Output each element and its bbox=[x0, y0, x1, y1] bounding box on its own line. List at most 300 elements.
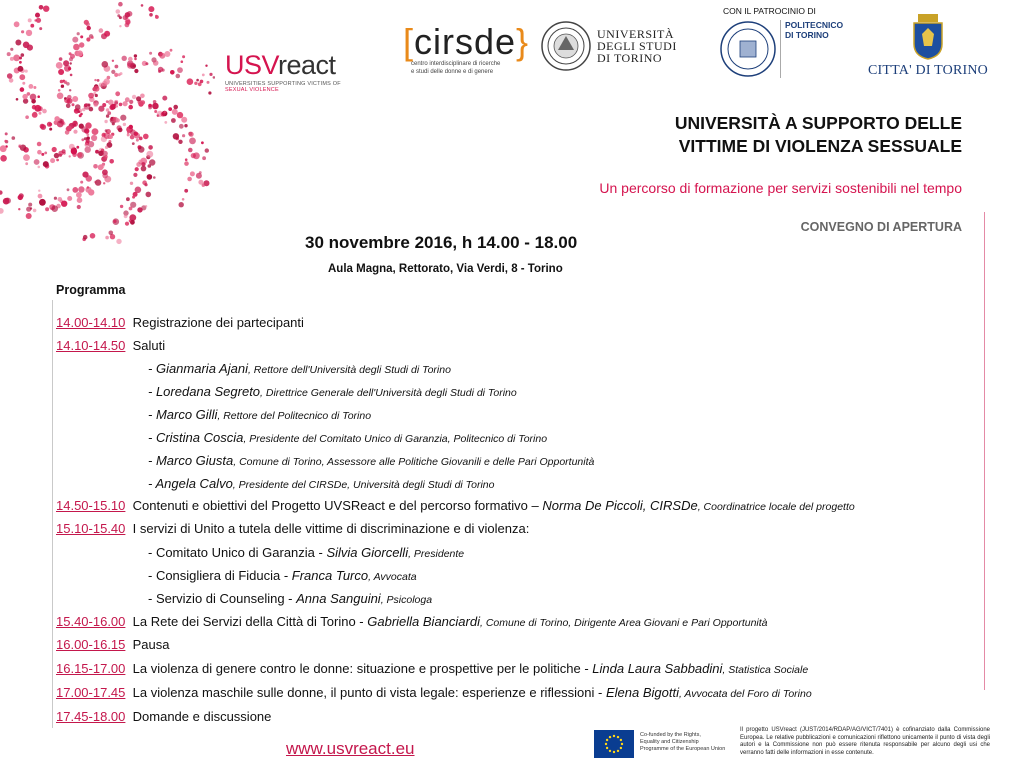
speaker-role: , Statistica Sociale bbox=[722, 664, 809, 676]
crowd-figure bbox=[145, 205, 147, 207]
crowd-figure bbox=[147, 174, 153, 180]
programma-left-rule bbox=[52, 300, 53, 728]
crowd-figure bbox=[128, 105, 133, 110]
crowd-figure bbox=[19, 61, 22, 64]
crowd-figure bbox=[162, 96, 167, 101]
programma-label: Programma bbox=[56, 283, 126, 297]
program-row bbox=[56, 637, 170, 652]
crowd-figure bbox=[118, 2, 123, 7]
patrocinio-label: CON IL PATROCINIO DI bbox=[723, 6, 816, 16]
program-speaker-row bbox=[148, 591, 432, 606]
crowd-figure bbox=[199, 171, 202, 174]
crowd-figure bbox=[67, 196, 72, 201]
crowd-figure bbox=[116, 239, 121, 244]
crowd-figure bbox=[181, 117, 187, 123]
program-row bbox=[56, 685, 812, 700]
crowd-figure bbox=[57, 93, 64, 100]
crowd-figure bbox=[63, 152, 66, 155]
speaker-role: , Avvocata bbox=[368, 571, 417, 583]
crowd-figure bbox=[138, 146, 144, 152]
crowd-figure bbox=[136, 162, 141, 167]
crowd-figure bbox=[106, 100, 109, 103]
crowd-figure bbox=[40, 124, 45, 129]
speaker-prefix: - Servizio di Counseling - bbox=[148, 591, 297, 606]
crowd-figure bbox=[28, 18, 32, 22]
torino-logo-text: CITTA' DI TORINO bbox=[868, 63, 988, 78]
eu-flag-icon bbox=[594, 730, 634, 758]
crowd-figure bbox=[30, 24, 34, 28]
crowd-figure bbox=[102, 103, 106, 107]
crowd-figure bbox=[129, 125, 133, 129]
crowd-figure bbox=[140, 94, 145, 99]
crowd-figure bbox=[141, 166, 147, 172]
crowd-figure bbox=[159, 53, 165, 59]
unito-line2: DEGLI STUDI bbox=[597, 39, 677, 53]
speaker-name: Anna Sanguini bbox=[296, 591, 381, 606]
crowd-figure bbox=[36, 18, 41, 23]
crowd-figure bbox=[177, 112, 183, 118]
cirsde-open-bracket: [ bbox=[403, 21, 415, 62]
crowd-figure bbox=[117, 14, 120, 17]
crowd-figure bbox=[188, 148, 193, 153]
crowd-figure bbox=[103, 182, 105, 184]
crowd-figure bbox=[185, 158, 188, 161]
speaker-role: , Avvocata del Foro di Torino bbox=[678, 688, 812, 700]
crowd-figure bbox=[60, 80, 64, 84]
crowd-figure bbox=[59, 57, 63, 61]
crowd-figure bbox=[132, 142, 135, 145]
crowd-figure bbox=[118, 128, 123, 133]
crowd-figure bbox=[176, 74, 181, 79]
eu-disclaimer: Il progetto USVreact (JUST/2014/RDAP/AG/VICT/7401) è cofinanziato dalla Commissione Europea. Le relative pubblicazioni e comunicazioni riflettono unicamente il punto di vista degli autori e la Commissione non può essere ritenuta responsabile per alcuno degli usi che verranno fatti delle informazioni in esse contenute. bbox=[740, 727, 990, 756]
crowd-figure bbox=[79, 124, 84, 129]
crowd-figure bbox=[67, 98, 73, 104]
speaker-name: Norma De Piccoli bbox=[542, 498, 643, 513]
crowd-figure bbox=[20, 87, 25, 92]
crowd-figure bbox=[127, 133, 130, 136]
crowd-figure bbox=[116, 118, 120, 122]
crowd-figure bbox=[58, 89, 61, 92]
eu-star bbox=[613, 735, 615, 737]
speaker-name: Franca Turco bbox=[291, 568, 369, 583]
crowd-figure bbox=[177, 67, 183, 73]
crowd-figure bbox=[44, 152, 47, 155]
speaker-role: , Rettore del Politecnico di Torino bbox=[217, 410, 372, 422]
crowd-figure bbox=[135, 167, 139, 171]
program-title: I servizi di Unito a tutela delle vittime di discriminazione e di violenza: bbox=[132, 521, 530, 536]
crowd-figure bbox=[196, 79, 199, 82]
crowd-figure bbox=[104, 31, 110, 37]
crowd-figure bbox=[72, 96, 78, 102]
crowd-figure bbox=[72, 103, 75, 106]
crowd-figure bbox=[84, 20, 89, 25]
speaker-role: , Direttrice Generale dell'Università degli Studi di Torino bbox=[260, 387, 517, 399]
crowd-figure bbox=[54, 116, 59, 121]
crowd-figure bbox=[0, 208, 4, 214]
crowd-figure bbox=[120, 115, 126, 121]
crowd-figure bbox=[88, 104, 91, 107]
crowd-figure bbox=[64, 97, 67, 100]
program-separator: – bbox=[527, 498, 543, 513]
crowd-figure bbox=[39, 199, 46, 206]
crowd-figure bbox=[99, 28, 104, 33]
crowd-figure bbox=[129, 100, 133, 104]
crowd-figure bbox=[76, 146, 79, 149]
crowd-figure bbox=[45, 207, 49, 211]
crowd-figure bbox=[187, 177, 192, 182]
crowd-figure bbox=[68, 67, 71, 70]
program-row bbox=[56, 498, 855, 513]
eu-star bbox=[605, 743, 607, 745]
eu-star bbox=[606, 739, 608, 741]
speaker-prefix: - Comitato Unico di Garanzia - bbox=[148, 545, 327, 560]
crowd-figure bbox=[0, 155, 7, 162]
crowd-figure bbox=[94, 101, 97, 104]
crowd-figure bbox=[130, 182, 133, 185]
program-separator: - bbox=[594, 685, 606, 700]
crowd-figure bbox=[28, 203, 32, 207]
crowd-figure bbox=[120, 205, 123, 208]
polito-logo-text bbox=[785, 20, 843, 40]
crowd-figure bbox=[123, 123, 126, 126]
crowd-figure bbox=[116, 9, 121, 14]
usv-logo-tagline: UNIVERSITIES SUPPORTING VICTIMS OF bbox=[225, 81, 341, 87]
crowd-figure bbox=[136, 96, 141, 101]
crowd-figure bbox=[37, 142, 42, 147]
crowd-figure bbox=[205, 65, 207, 67]
crowd-figure bbox=[69, 57, 73, 61]
subtitle: Un percorso di formazione per servizi sostenibili nel tempo bbox=[599, 180, 962, 196]
crowd-figure bbox=[153, 60, 159, 66]
crowd-figure bbox=[5, 132, 8, 135]
crowd-figure bbox=[94, 86, 100, 92]
crowd-figure bbox=[29, 84, 34, 89]
speaker-name: Marco Giusta bbox=[155, 453, 234, 468]
crowd-figure bbox=[39, 5, 44, 10]
speaker-role: , Comune di Torino, Assessore alle Politiche Giovanili e delle Pari Opportunità bbox=[233, 456, 595, 468]
crowd-figure bbox=[134, 58, 137, 61]
crowd-figure bbox=[145, 62, 148, 65]
cirsde-word: cirsde bbox=[414, 21, 517, 62]
crowd-figure bbox=[170, 70, 175, 75]
crowd-figure bbox=[69, 52, 72, 55]
program-time: 15.40-16.00 bbox=[56, 614, 126, 629]
crowd-figure bbox=[149, 13, 153, 17]
torino-coat-of-arms-icon bbox=[908, 14, 948, 60]
crowd-figure bbox=[85, 147, 91, 153]
crowd-figure bbox=[22, 94, 27, 99]
crowd-figure bbox=[63, 60, 69, 66]
crowd-figure bbox=[56, 159, 59, 162]
crowd-figure bbox=[148, 6, 154, 12]
crowd-figure bbox=[25, 70, 28, 73]
eu-star bbox=[620, 739, 622, 741]
crowd-figure bbox=[22, 82, 25, 85]
cirsde-close-bracket: } bbox=[516, 21, 530, 62]
crowd-figure bbox=[52, 147, 57, 152]
program-row bbox=[56, 338, 165, 353]
crowd-figure bbox=[139, 102, 144, 107]
crowd-figure bbox=[82, 172, 88, 178]
crowd-figure bbox=[119, 103, 123, 107]
crowd-figure bbox=[38, 190, 40, 192]
program-speaker-row bbox=[148, 407, 371, 422]
crowd-figure bbox=[139, 137, 143, 141]
crowd-figure bbox=[194, 82, 197, 85]
crowd-figure bbox=[162, 69, 165, 72]
program-title: Registrazione dei partecipanti bbox=[132, 315, 304, 330]
crowd-figure bbox=[12, 136, 16, 140]
crowd-figure bbox=[88, 189, 94, 195]
program-speaker-row bbox=[148, 568, 417, 583]
crowd-figure bbox=[137, 207, 142, 212]
crowd-figure bbox=[77, 50, 83, 56]
speaker-name: Gianmaria Ajani bbox=[155, 361, 248, 376]
speaker-name: Cristina Coscia bbox=[155, 430, 244, 445]
crowd-figure bbox=[95, 179, 101, 185]
crowd-figure bbox=[182, 134, 185, 137]
crowd-figure bbox=[0, 190, 3, 194]
crowd-figure bbox=[107, 111, 111, 115]
eu-star bbox=[609, 750, 611, 752]
program-speaker-row bbox=[148, 453, 594, 468]
eu-star bbox=[620, 747, 622, 749]
crowd-figure bbox=[84, 104, 88, 108]
crowd-figure bbox=[129, 207, 133, 211]
crowd-figure bbox=[49, 123, 52, 126]
crowd-figure bbox=[148, 164, 152, 168]
cirsde-subtitle-2: e studi delle donne e di genere bbox=[411, 69, 494, 75]
program-speaker-row bbox=[148, 361, 451, 376]
crowd-figure bbox=[164, 51, 170, 57]
speaker-name: Linda Laura Sabbadini bbox=[592, 661, 723, 676]
crowd-figure bbox=[182, 55, 185, 58]
crowd-figure bbox=[112, 60, 114, 62]
crowd-figure bbox=[83, 235, 88, 240]
crowd-figure bbox=[104, 120, 107, 123]
crowd-figure bbox=[94, 79, 96, 81]
crowd-figure bbox=[213, 76, 215, 79]
speaker-name: Marco Gilli bbox=[155, 407, 218, 422]
crowd-figure bbox=[115, 65, 119, 69]
crowd-figure bbox=[19, 145, 22, 148]
crowd-figure bbox=[205, 148, 209, 152]
crowd-figure bbox=[187, 78, 194, 85]
crowd-figure bbox=[130, 129, 136, 135]
crowd-figure bbox=[146, 192, 152, 198]
crowd-figure bbox=[91, 36, 94, 39]
crowd-figure bbox=[77, 205, 81, 209]
speaker-prefix: - bbox=[148, 384, 156, 399]
crowd-figure bbox=[56, 62, 63, 69]
crowd-figure bbox=[201, 141, 204, 144]
crowd-figure bbox=[77, 32, 80, 35]
crowd-figure bbox=[10, 57, 14, 61]
crowd-figure bbox=[19, 74, 25, 80]
program-title: La violenza maschile sulle donne, il punto di vista legale: esperienze e riflessioni bbox=[132, 685, 595, 700]
program-speaker-row bbox=[148, 384, 517, 399]
crowd-figure bbox=[32, 112, 38, 118]
crowd-figure bbox=[125, 20, 130, 25]
crowd-figure bbox=[88, 141, 94, 147]
crowd-figure bbox=[72, 37, 78, 43]
crowd-figure bbox=[126, 197, 130, 201]
usvreact-logo bbox=[225, 52, 350, 93]
crowd-figure bbox=[49, 128, 52, 131]
website-link[interactable]: www.usvreact.eu bbox=[286, 739, 415, 758]
eu-star bbox=[609, 736, 611, 738]
crowd-figure bbox=[132, 95, 136, 99]
crowd-figure bbox=[18, 66, 24, 72]
crowd-figure bbox=[105, 155, 108, 158]
eu-text-1: Co-funded by the Rights, bbox=[640, 732, 701, 738]
program-time: 14.00-14.10 bbox=[56, 315, 126, 330]
unito-logo-text bbox=[597, 28, 677, 64]
crowd-figure bbox=[105, 236, 109, 240]
crowd-figure bbox=[184, 124, 187, 127]
crowd-figure bbox=[30, 94, 37, 101]
crowd-figure bbox=[18, 208, 20, 210]
crowd-figure bbox=[95, 94, 98, 97]
program-time: 15.10-15.40 bbox=[56, 521, 126, 536]
crowd-figure bbox=[93, 164, 98, 169]
eu-text-2: Equality and Citizenship bbox=[640, 739, 699, 745]
crowd-figure bbox=[136, 139, 139, 142]
crowd-figure bbox=[202, 74, 205, 77]
crowd-figure bbox=[109, 159, 114, 164]
crowd-figure bbox=[189, 138, 196, 145]
crowd-figure bbox=[50, 158, 55, 163]
right-accent-line bbox=[984, 212, 985, 690]
crowd-figure bbox=[42, 109, 47, 114]
eu-star bbox=[613, 751, 615, 753]
crowd-figure bbox=[84, 137, 87, 140]
eu-star bbox=[621, 743, 623, 745]
crowd-figure bbox=[134, 54, 137, 57]
crowd-figure bbox=[58, 69, 64, 75]
crowd-figure bbox=[80, 181, 83, 184]
crowd-figure bbox=[19, 193, 24, 198]
program-separator: - bbox=[580, 661, 593, 676]
crowd-figure bbox=[181, 60, 184, 63]
crowd-figure bbox=[87, 26, 91, 30]
speaker-role: , Presidente bbox=[408, 548, 465, 560]
speaker-role: , Rettore dell'Università degli Studi di Torino bbox=[247, 364, 451, 376]
crowd-figure bbox=[14, 21, 20, 27]
speaker-role: , Presidente del Comitato Unico di Garanzia, Politecnico di Torino bbox=[243, 433, 548, 445]
crowd-figure bbox=[132, 196, 135, 199]
crowd-figure bbox=[38, 166, 41, 169]
crowd-figure bbox=[43, 6, 49, 12]
crowd-figure bbox=[105, 146, 108, 149]
crowd-figure bbox=[179, 202, 184, 207]
crowd-figure bbox=[19, 57, 22, 60]
crowd-figure bbox=[114, 73, 118, 77]
usv-logo-tagline2: SEXUAL VIOLENCE bbox=[225, 87, 279, 93]
eu-text-3: Programme of the European Union bbox=[640, 746, 726, 752]
crowd-figure bbox=[119, 25, 121, 27]
eu-star bbox=[617, 736, 619, 738]
crowd-figure bbox=[153, 176, 156, 179]
crowd-figure bbox=[88, 93, 94, 99]
crowd-figure bbox=[69, 155, 71, 157]
crowd-figure bbox=[170, 49, 173, 52]
crowd-figure bbox=[109, 231, 114, 236]
speaker-role: , Psicologa bbox=[380, 594, 433, 606]
crowd-figure bbox=[79, 42, 84, 47]
program-time: 16.15-17.00 bbox=[56, 661, 126, 676]
speaker-name: Gabriella Bianciardi bbox=[367, 614, 480, 629]
program-time: 14.50-15.10 bbox=[56, 498, 126, 513]
main-title bbox=[675, 112, 962, 158]
crowd-figure bbox=[104, 78, 110, 84]
crowd-figure bbox=[108, 100, 114, 106]
crowd-figure bbox=[143, 134, 149, 140]
crowd-figure bbox=[26, 207, 31, 212]
speaker-prefix: - Consigliera di Fiducia - bbox=[148, 568, 292, 583]
crowd-figure bbox=[146, 151, 153, 158]
usv-logo-us: USV bbox=[225, 50, 279, 80]
speaker-role: , Coordinatrice locale del progetto bbox=[697, 501, 855, 513]
crowd-figure bbox=[178, 140, 182, 144]
crowd-figure bbox=[108, 134, 113, 139]
crowd-figure bbox=[54, 197, 57, 200]
program-time: 14.10-14.50 bbox=[56, 338, 126, 353]
main-title-line1: UNIVERSITÀ A SUPPORTO DELLE bbox=[674, 113, 962, 133]
crowd-figure bbox=[78, 186, 84, 192]
crowd-figure bbox=[98, 164, 104, 170]
crowd-figure bbox=[33, 209, 37, 213]
crowd-figure bbox=[130, 135, 135, 140]
crowd-figure bbox=[207, 81, 210, 84]
program-row bbox=[56, 315, 304, 330]
crowd-figure bbox=[164, 111, 167, 114]
program-speaker-row bbox=[148, 430, 547, 445]
crowd-figure bbox=[76, 192, 82, 198]
crowd-figure bbox=[70, 62, 72, 64]
crowd-figure bbox=[32, 105, 37, 110]
speaker-org: , CIRSDe bbox=[642, 498, 698, 513]
crowd-figure bbox=[168, 107, 172, 111]
crowd-figure bbox=[171, 118, 176, 123]
crowd-figure bbox=[13, 55, 20, 62]
eu-funding-text bbox=[640, 732, 725, 753]
event-date: 30 novembre 2016, h 14.00 - 18.00 bbox=[305, 233, 578, 252]
crowd-figure bbox=[0, 145, 7, 152]
crowd-figure bbox=[81, 138, 84, 141]
crowd-figure bbox=[85, 122, 91, 128]
polito-line2: DI TORINO bbox=[785, 30, 829, 40]
speaker-role: , Comune di Torino, Dirigente Area Giovani e Pari Opportunità bbox=[479, 617, 768, 629]
crowd-figure bbox=[91, 135, 97, 141]
crowd-figure bbox=[79, 114, 82, 117]
crowd-figure bbox=[59, 154, 62, 157]
crowd-figure bbox=[189, 132, 194, 137]
program-separator: - bbox=[355, 614, 368, 629]
crowd-figure bbox=[64, 81, 67, 84]
crowd-figure bbox=[85, 143, 89, 147]
crowd-figure bbox=[173, 133, 179, 139]
crowd-figure bbox=[184, 189, 188, 193]
crowd-figure bbox=[38, 194, 43, 199]
crowd-figure bbox=[202, 184, 205, 187]
program-title: Saluti bbox=[132, 338, 166, 353]
program-row bbox=[56, 709, 271, 724]
crowd-figure bbox=[37, 150, 42, 155]
crowd-figure bbox=[66, 126, 72, 132]
program-title: La Rete dei Servizi della Città di Torino bbox=[132, 614, 356, 629]
crowd-figure bbox=[51, 205, 58, 212]
